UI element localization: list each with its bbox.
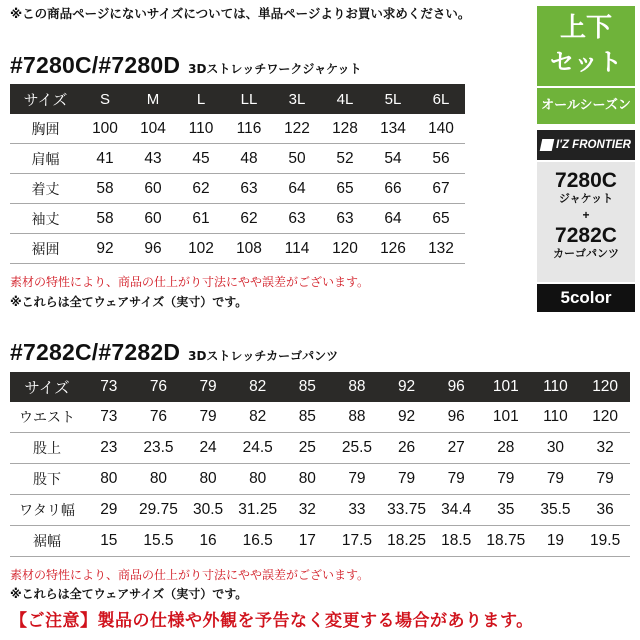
size-header: M [129, 84, 177, 114]
table-cell: 45 [177, 144, 225, 174]
table-cell: 116 [225, 114, 273, 144]
table-cell: 63 [321, 204, 369, 234]
pants-code: #7282C/#7282D [10, 339, 181, 365]
table-cell: 33.75 [382, 495, 432, 526]
size-header: 4L [321, 84, 369, 114]
table-cell: 58 [81, 174, 129, 204]
table-cell: 88 [332, 402, 382, 433]
pants-size-table [10, 372, 630, 557]
table-cell: 82 [233, 402, 283, 433]
row-label: 裾囲 [10, 234, 81, 264]
table-cell: 19.5 [580, 526, 630, 557]
table-cell: 26 [382, 433, 432, 464]
table-cell: 108 [225, 234, 273, 264]
table-cell: 134 [369, 114, 417, 144]
table-cell: 30 [531, 433, 581, 464]
table-cell: 43 [129, 144, 177, 174]
pants-model-code: 7282C [555, 224, 617, 247]
caution-notice: 【ご注意】製品の仕様や外観を予告なく変更する場合があります。 [10, 611, 534, 631]
jacket-name: 3Dストレッチワークジャケット [188, 62, 362, 76]
table-cell: 41 [81, 144, 129, 174]
table-row [10, 464, 630, 495]
table-cell: 31.25 [233, 495, 283, 526]
table-cell: 80 [183, 464, 233, 495]
jacket-size-table [10, 84, 465, 264]
table-cell: 32 [283, 495, 333, 526]
table-cell: 80 [283, 464, 333, 495]
table-cell: 58 [81, 204, 129, 234]
jacket-model-label: ジャケット [558, 192, 614, 205]
table-cell: 15 [84, 526, 134, 557]
table-cell: 54 [369, 144, 417, 174]
row-label: 着丈 [10, 174, 81, 204]
size-header: S [81, 84, 129, 114]
table-cell: 60 [129, 204, 177, 234]
table-cell: 30.5 [183, 495, 233, 526]
top-note: ※この商品ページにないサイズについては、単品ページよりお買い求めください。 [10, 6, 471, 21]
table-cell: 101 [481, 402, 531, 433]
row-label: 肩幅 [10, 144, 81, 174]
table-cell: 79 [531, 464, 581, 495]
table-cell: 27 [431, 433, 481, 464]
table-cell: 34.4 [431, 495, 481, 526]
size-header: 76 [134, 372, 184, 402]
table-cell: 140 [417, 114, 465, 144]
header-label: サイズ [10, 84, 81, 114]
table-cell: 64 [369, 204, 417, 234]
table-cell: 65 [321, 174, 369, 204]
table-cell: 18.25 [382, 526, 432, 557]
table-cell: 64 [273, 174, 321, 204]
table-cell: 24 [183, 433, 233, 464]
pants-name: 3Dストレッチカーゴパンツ [188, 349, 339, 363]
size-header: LL [225, 84, 273, 114]
table-cell: 28 [481, 433, 531, 464]
table-row [10, 495, 630, 526]
table-cell: 80 [134, 464, 184, 495]
table-cell: 16 [183, 526, 233, 557]
color-count-badge: 5color [537, 284, 635, 312]
size-header: 6L [417, 84, 465, 114]
table-cell: 60 [129, 174, 177, 204]
table-cell: 62 [177, 174, 225, 204]
row-label: 股下 [10, 464, 84, 495]
table-cell: 120 [321, 234, 369, 264]
table-cell: 100 [81, 114, 129, 144]
table-header-row [10, 84, 465, 114]
table-cell: 80 [233, 464, 283, 495]
table-row [10, 526, 630, 557]
table-cell: 132 [417, 234, 465, 264]
pants-model-label: カーゴパンツ [553, 247, 619, 260]
table-cell: 35 [481, 495, 531, 526]
table-cell: 92 [382, 402, 432, 433]
size-header: 85 [283, 372, 333, 402]
jacket-title [10, 52, 361, 79]
size-header: 92 [382, 372, 432, 402]
size-header: 73 [84, 372, 134, 402]
table-cell: 19 [531, 526, 581, 557]
table-cell: 23.5 [134, 433, 184, 464]
table-cell: 114 [273, 234, 321, 264]
season-badge: オールシーズン [537, 88, 635, 124]
table-cell: 79 [183, 402, 233, 433]
brand-name: I'Z FRONTIER [556, 139, 631, 151]
table-cell: 120 [580, 402, 630, 433]
table-cell: 128 [321, 114, 369, 144]
table-cell: 80 [84, 464, 134, 495]
table-cell: 29 [84, 495, 134, 526]
table-cell: 33 [332, 495, 382, 526]
table-cell: 35.5 [531, 495, 581, 526]
table-cell: 17 [283, 526, 333, 557]
table-cell: 50 [273, 144, 321, 174]
table-cell: 62 [225, 204, 273, 234]
pants-note-red: 素材の特性により、商品の仕上がり寸法にやや誤差がございます。 [10, 568, 370, 582]
brand-mark-icon [540, 139, 555, 151]
table-cell: 122 [273, 114, 321, 144]
table-cell: 63 [273, 204, 321, 234]
table-cell: 25 [283, 433, 333, 464]
size-header: 101 [481, 372, 531, 402]
size-header: L [177, 84, 225, 114]
table-cell: 17.5 [332, 526, 382, 557]
size-header: 3L [273, 84, 321, 114]
table-cell: 18.5 [431, 526, 481, 557]
table-cell: 66 [369, 174, 417, 204]
table-cell: 85 [283, 402, 333, 433]
table-row [10, 114, 465, 144]
table-cell: 79 [580, 464, 630, 495]
table-cell: 96 [431, 402, 481, 433]
table-header-row [10, 372, 630, 402]
table-cell: 15.5 [134, 526, 184, 557]
jacket-note-black: ※これらは全てウェアサイズ（実寸）です。 [10, 295, 248, 309]
table-cell: 76 [134, 402, 184, 433]
size-header: 88 [332, 372, 382, 402]
table-cell: 96 [129, 234, 177, 264]
row-label: ウエスト [10, 402, 84, 433]
row-label: 股上 [10, 433, 84, 464]
table-cell: 32 [580, 433, 630, 464]
table-cell: 24.5 [233, 433, 283, 464]
table-cell: 48 [225, 144, 273, 174]
table-cell: 52 [321, 144, 369, 174]
table-cell: 126 [369, 234, 417, 264]
set-badge-line1: 上下 [559, 13, 612, 43]
size-header: 110 [531, 372, 581, 402]
table-row [10, 204, 465, 234]
table-cell: 79 [431, 464, 481, 495]
table-cell: 23 [84, 433, 134, 464]
table-cell: 36 [580, 495, 630, 526]
size-header: 120 [580, 372, 630, 402]
table-row [10, 433, 630, 464]
table-cell: 79 [332, 464, 382, 495]
row-label: ワタリ幅 [10, 495, 84, 526]
row-label: 袖丈 [10, 204, 81, 234]
header-label: サイズ [10, 372, 84, 402]
table-cell: 104 [129, 114, 177, 144]
jacket-note-red: 素材の特性により、商品の仕上がり寸法にやや誤差がございます。 [10, 275, 370, 289]
table-cell: 67 [417, 174, 465, 204]
table-row [10, 174, 465, 204]
pants-note-black: ※これらは全てウェアサイズ（実寸）です。 [10, 587, 248, 601]
row-label: 胸囲 [10, 114, 81, 144]
table-cell: 110 [531, 402, 581, 433]
size-header: 5L [369, 84, 417, 114]
table-row [10, 144, 465, 174]
table-cell: 63 [225, 174, 273, 204]
table-cell: 18.75 [481, 526, 531, 557]
table-cell: 92 [81, 234, 129, 264]
table-cell: 65 [417, 204, 465, 234]
table-cell: 61 [177, 204, 225, 234]
set-badge-line2: セット [550, 48, 622, 76]
brand-logo [537, 130, 635, 160]
table-cell: 56 [417, 144, 465, 174]
jacket-code: #7280C/#7280D [10, 52, 181, 78]
size-header: 96 [431, 372, 481, 402]
pants-title [10, 339, 338, 366]
table-cell: 102 [177, 234, 225, 264]
plus-sign: + [582, 208, 590, 222]
table-cell: 79 [382, 464, 432, 495]
table-row [10, 402, 630, 433]
table-cell: 16.5 [233, 526, 283, 557]
row-label: 裾幅 [10, 526, 84, 557]
size-header: 79 [183, 372, 233, 402]
table-cell: 79 [481, 464, 531, 495]
table-cell: 73 [84, 402, 134, 433]
table-cell: 29.75 [134, 495, 184, 526]
table-cell: 25.5 [332, 433, 382, 464]
size-header: 82 [233, 372, 283, 402]
model-badge [537, 162, 635, 282]
table-row [10, 234, 465, 264]
jacket-model-code: 7280C [555, 169, 617, 192]
table-cell: 110 [177, 114, 225, 144]
set-badge [537, 6, 635, 86]
